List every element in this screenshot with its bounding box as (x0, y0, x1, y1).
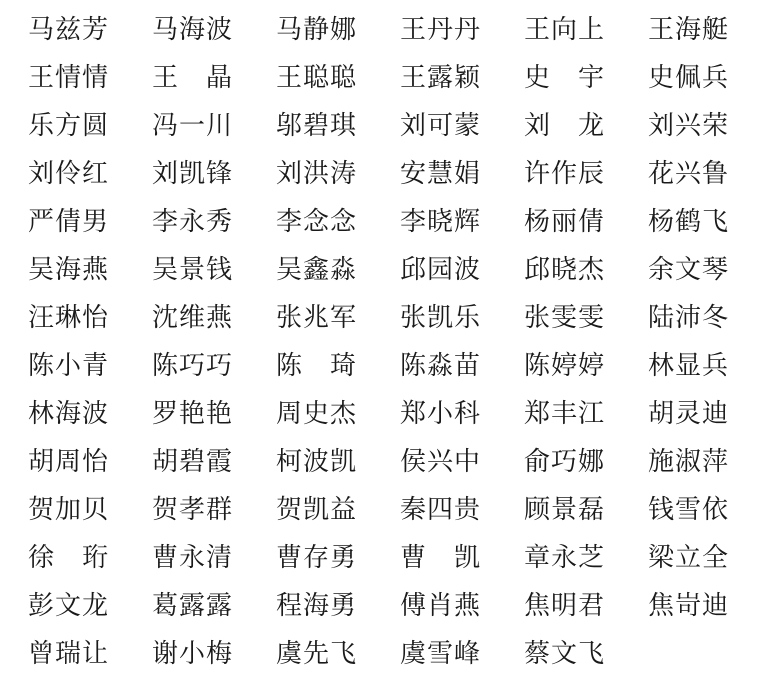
name-cell: 冯一川 (152, 111, 234, 141)
name-cell: 李念念 (276, 207, 358, 237)
name-cell: 严倩男 (28, 207, 110, 237)
name-cell: 吴景钱 (152, 255, 234, 285)
name-cell: 程海勇 (276, 591, 358, 621)
name-cell: 许作辰 (524, 159, 606, 189)
name-cell: 张兆军 (276, 303, 358, 333)
name-cell: 焦岢迪 (648, 591, 730, 621)
name-cell: 王情情 (28, 63, 110, 93)
name-cell: 钱雪依 (648, 495, 730, 525)
name-cell: 顾景磊 (524, 495, 606, 525)
name-cell: 张雯雯 (524, 303, 606, 333)
name-cell: 柯波凯 (276, 447, 358, 477)
name-cell: 陈婷婷 (524, 351, 606, 381)
name-cell: 陆沛冬 (648, 303, 730, 333)
name-cell: 曾瑞让 (28, 639, 110, 669)
name-cell: 花兴鲁 (648, 159, 730, 189)
name-cell: 罗艳艳 (152, 399, 234, 429)
name-cell: 贺凯益 (276, 495, 358, 525)
name-cell: 马静娜 (276, 15, 358, 45)
name-cell: 安慧娟 (400, 159, 482, 189)
name-cell: 曹存勇 (276, 543, 358, 573)
name-cell: 胡碧霞 (152, 447, 234, 477)
name-cell: 周史杰 (276, 399, 358, 429)
name-cell: 王丹丹 (400, 15, 482, 45)
name-cell: 彭文龙 (28, 591, 110, 621)
name-list-grid (28, 6, 760, 678)
name-cell: 刘可蒙 (400, 111, 482, 141)
name-cell: 曹 凯 (400, 543, 482, 573)
name-cell: 贺孝群 (152, 495, 234, 525)
name-cell: 邱园波 (400, 255, 482, 285)
name-cell: 王露颖 (400, 63, 482, 93)
name-cell: 乐方圆 (28, 111, 110, 141)
name-cell: 曹永清 (152, 543, 234, 573)
name-cell: 刘 龙 (524, 111, 606, 141)
name-cell: 刘洪涛 (276, 159, 358, 189)
name-cell: 刘兴荣 (648, 111, 730, 141)
name-cell: 王海艇 (648, 15, 730, 45)
name-cell: 傅肖燕 (400, 591, 482, 621)
name-cell: 李永秀 (152, 207, 234, 237)
name-cell: 王 晶 (152, 63, 234, 93)
name-cell: 蔡文飞 (524, 639, 606, 669)
name-cell: 邬碧琪 (276, 111, 358, 141)
name-cell: 李晓辉 (400, 207, 482, 237)
name-cell: 杨丽倩 (524, 207, 606, 237)
name-cell: 郑小科 (400, 399, 482, 429)
name-cell: 章永芝 (524, 543, 606, 573)
name-cell: 侯兴中 (400, 447, 482, 477)
name-cell: 梁立全 (648, 543, 730, 573)
name-cell: 余文琴 (648, 255, 730, 285)
name-cell: 吴海燕 (28, 255, 110, 285)
name-cell: 陈巧巧 (152, 351, 234, 381)
name-cell: 刘凯锋 (152, 159, 234, 189)
name-cell: 杨鹤飞 (648, 207, 730, 237)
name-cell: 王向上 (524, 15, 606, 45)
name-cell: 陈小青 (28, 351, 110, 381)
name-cell: 张凯乐 (400, 303, 482, 333)
name-cell: 史 宇 (524, 63, 606, 93)
name-cell: 林海波 (28, 399, 110, 429)
name-cell: 吴鑫淼 (276, 255, 358, 285)
name-cell: 胡周怡 (28, 447, 110, 477)
name-cell: 陈 琦 (276, 351, 358, 381)
name-cell: 虞先飞 (276, 639, 358, 669)
name-cell: 秦四贵 (400, 495, 482, 525)
name-cell: 施淑萍 (648, 447, 730, 477)
name-cell: 焦明君 (524, 591, 606, 621)
name-cell: 陈淼苗 (400, 351, 482, 381)
name-cell: 葛露露 (152, 591, 234, 621)
name-cell: 沈维燕 (152, 303, 234, 333)
name-cell: 邱晓杰 (524, 255, 606, 285)
name-cell: 汪琳怡 (28, 303, 110, 333)
name-cell: 胡灵迪 (648, 399, 730, 429)
name-cell: 虞雪峰 (400, 639, 482, 669)
name-cell: 徐 珩 (28, 543, 110, 573)
name-cell: 王聪聪 (276, 63, 358, 93)
name-cell: 刘伶红 (28, 159, 110, 189)
name-cell: 林显兵 (648, 351, 730, 381)
name-cell: 史佩兵 (648, 63, 730, 93)
name-cell: 马海波 (152, 15, 234, 45)
name-cell: 郑丰江 (524, 399, 606, 429)
name-cell: 贺加贝 (28, 495, 110, 525)
name-cell: 俞巧娜 (524, 447, 606, 477)
name-cell: 马兹芳 (28, 15, 110, 45)
name-cell: 谢小梅 (152, 639, 234, 669)
